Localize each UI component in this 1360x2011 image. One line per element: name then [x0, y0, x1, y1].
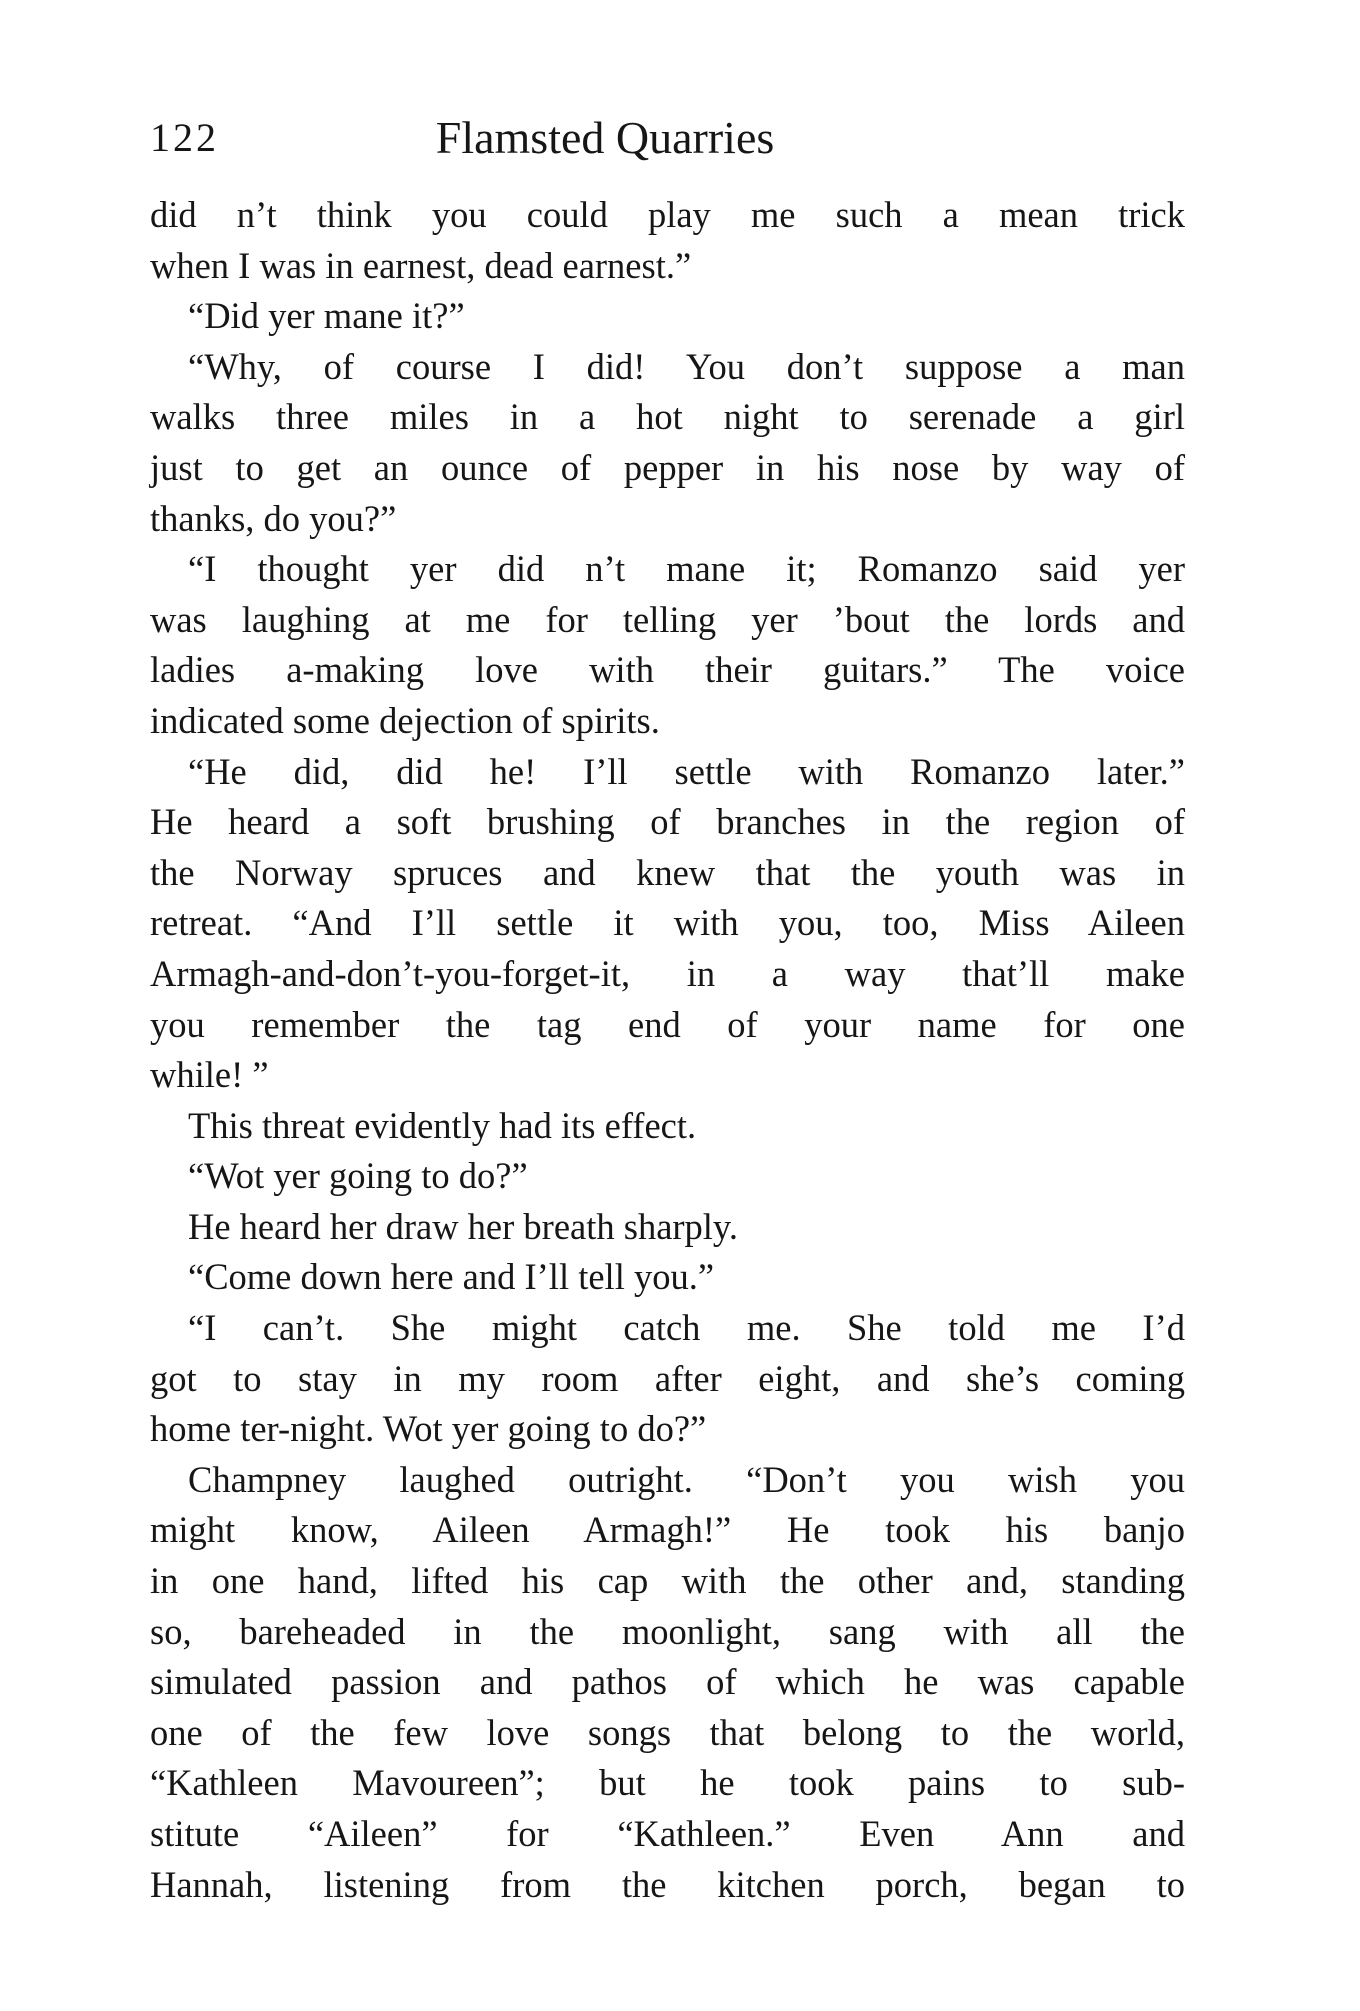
text-line: in one hand, lifted his cap with the other and, standing — [150, 1560, 1185, 1602]
running-title: Flamsted Quarries — [435, 112, 775, 163]
text-line: Champney laughed outright. “Don’t you wish you — [188, 1458, 1185, 1500]
text-line: while! ” — [150, 1054, 269, 1096]
text-line: was laughing at me for telling yer ’bout the lords and — [150, 598, 1185, 640]
text-line: Hannah, listening from the kitchen porch, began to — [150, 1863, 1185, 1905]
text-line: He heard her draw her breath sharply. — [188, 1205, 738, 1247]
text-line: the Norway spruces and knew that the youth was in — [150, 851, 1185, 893]
running-head — [150, 106, 1200, 170]
text-line: “Kathleen Mavoureen”; but he took pains to sub- — [150, 1762, 1185, 1804]
text-line: just to get an ounce of pepper in his nose by way of — [150, 446, 1185, 488]
text-line: ladies a-making love with their guitars.” The voice — [150, 649, 1185, 691]
text-line: one of the few love songs that belong to the world, — [150, 1711, 1185, 1753]
text-line: home ter-night. Wot yer going to do?” — [150, 1408, 707, 1450]
text-line: got to stay in my room after eight, and she’s coming — [150, 1357, 1185, 1399]
text-line: indicated some dejection of spirits. — [150, 699, 660, 741]
page-number: 122 — [150, 115, 219, 160]
body-text — [150, 190, 1185, 1910]
text-line: “Did yer mane it?” — [188, 295, 465, 337]
text-line: stitute “Aileen” for “Kathleen.” Even Ann and — [150, 1813, 1185, 1854]
text-line: simulated passion and pathos of which he was capable — [150, 1661, 1185, 1703]
text-line: so, bareheaded in the moonlight, sang with all the — [150, 1610, 1185, 1652]
text-line: “I can’t. She might catch me. She told me I’d — [188, 1307, 1185, 1349]
text-line: This threat evidently had its effect. — [188, 1104, 697, 1146]
text-line: when I was in earnest, dead earnest.” — [150, 244, 692, 286]
text-line: might know, Aileen Armagh!” He took his banjo — [150, 1509, 1185, 1551]
text-line: you remember the tag end of your name for one — [150, 1003, 1185, 1045]
text-line: retreat. “And I’ll settle it with you, too, Miss Aileen — [150, 902, 1185, 944]
text-line: “I thought yer did n’t mane it; Romanzo said yer — [188, 548, 1185, 590]
text-line: “He did, did he! I’ll settle with Romanzo later.” — [188, 750, 1185, 792]
text-line: “Why, of course I did! You don’t suppose a man — [188, 345, 1185, 387]
text-line: Armagh-and-don’t-you-forget-it, in a way that’ll make — [150, 952, 1185, 994]
text-line: He heard a soft brushing of branches in the region of — [150, 801, 1185, 843]
text-line: thanks, do you?” — [150, 497, 397, 539]
text-line: did n’t think you could play me such a mean trick — [150, 194, 1185, 235]
text-line: walks three miles in a hot night to serenade a girl — [150, 396, 1185, 438]
text-line: “Come down here and I’ll tell you.” — [188, 1256, 715, 1298]
text-line: “Wot yer going to do?” — [188, 1155, 528, 1197]
